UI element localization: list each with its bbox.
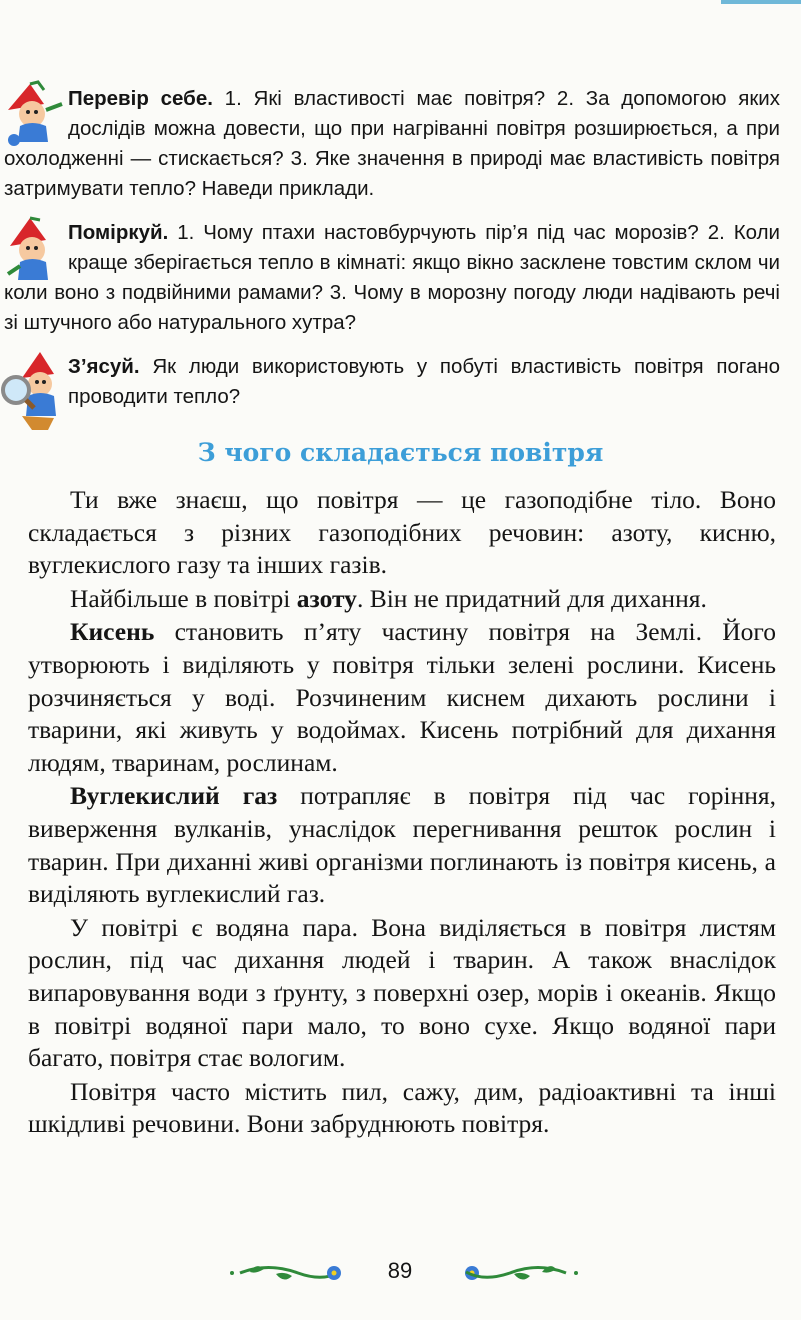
task-think xyxy=(4,218,780,338)
task-title: З’ясуй. xyxy=(68,355,140,378)
paragraph: Кисень становить п’яту частину повітря на Землі. Його утворюють і виділяють у повітря тільки зелені рослини. Кисень розчиняється у воді. Розчиненим киснем дихають рослини і тварини, які живуть у водоймах. Кисень потрібний для дихання людям, тваринам, рослинам. xyxy=(28,617,776,777)
page-number: 89 xyxy=(387,1258,413,1283)
task-text: 1. Чому птахи настовбурчують пір’я під час морозів? 2. Коли краще зберігається тепло в кімнаті: якщо вікно засклене товстим склом чи коли воно з подвійними рамами? 3. Чому в морозну погоду люди надівають речі зі штучного або натурального хутра? xyxy=(4,221,780,334)
page-footer xyxy=(0,1256,801,1290)
floral-ornament-icon xyxy=(228,1260,350,1286)
floral-ornament-icon xyxy=(456,1260,580,1286)
task-find-out xyxy=(4,352,780,412)
top-edge-stripe xyxy=(721,0,801,4)
paragraph: Найбільше в повітрі азоту. Він не придатний для дихання. xyxy=(70,583,707,613)
task-title: Поміркуй. xyxy=(68,221,169,244)
task-title: Перевір себе. xyxy=(68,87,213,110)
section-body xyxy=(28,484,776,1142)
paragraph: Вуглекислий газ потрапляє в повітря під час горіння, виверження вулканів, унаслідок перегнивання решток рослин і тварин. При диханні живі організми поглинають із повітря кисень, а виділяють вуглекислий газ. xyxy=(28,781,776,909)
task-check-yourself xyxy=(4,84,780,204)
paragraph: У повітрі є водяна пара. Вона виділяється в повітря листям рослин, під час дихання людей і тварин. А також внаслідок випаровування води з ґрунту, з поверхні озер, морів і океанів. Якщо в повітрі водяної пари мало, то воно сухе. Якщо водяної пари багато, повітря стає вологим. xyxy=(28,912,776,1073)
task-text: Як люди використовують у побуті властивість повітря погано проводити тепло? xyxy=(68,355,780,408)
task-text: 1. Які властивості має повітря? 2. За допомогою яких дослідів можна довести, що при нагріванні повітря розширюється, а при охолодженні — стискається? 3. Яке значення в природі має властивість повітря затримувати тепло? Наведи приклади. xyxy=(4,87,780,200)
paragraph: Повітря часто містить пил, сажу, дим, радіоактивні та інші шкідливі речовини. Вони забруднюють повітря. xyxy=(28,1076,776,1139)
paragraph: Ти вже знаєш, що повітря — це газоподібне тіло. Воно складається з різних газоподібних речовин: азоту, кисню, вуглекислого газу та інших газів. xyxy=(28,485,776,580)
section-title: З чого складається повітря xyxy=(197,438,604,467)
